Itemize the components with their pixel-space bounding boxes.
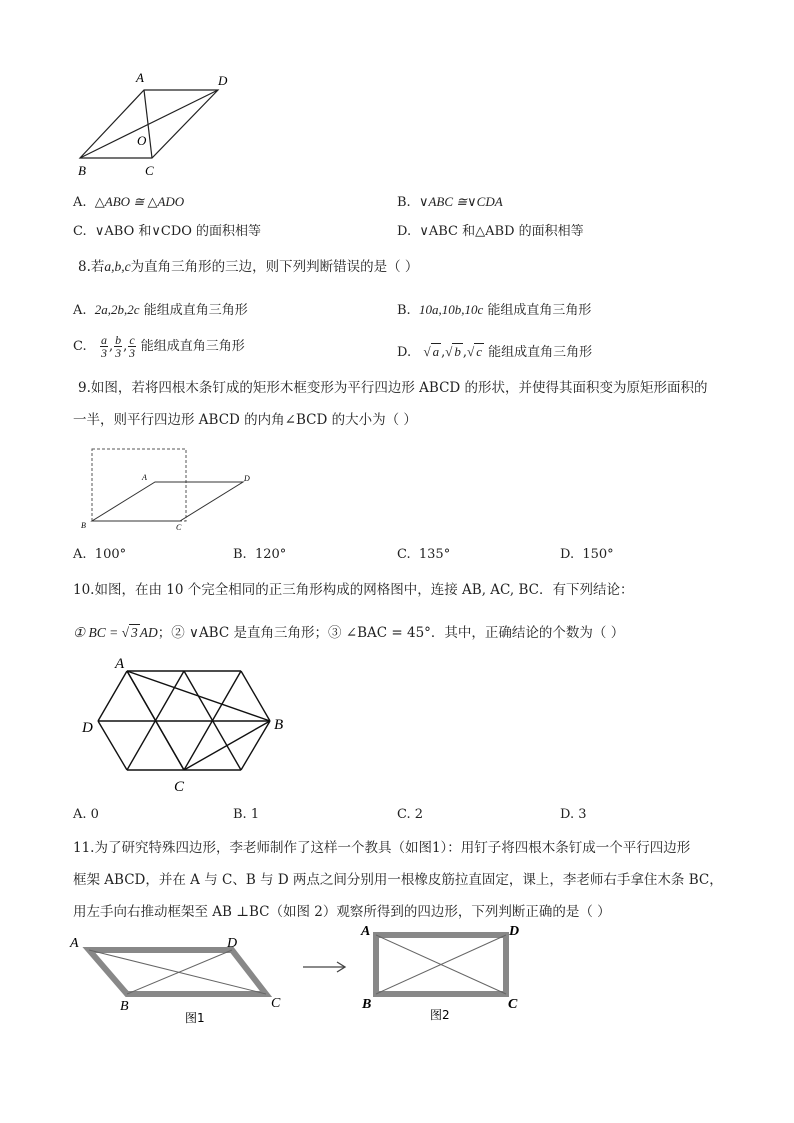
q10-hexagon-grid [78, 652, 298, 798]
fig1-label-c: C [271, 996, 281, 1011]
label-c: C [174, 779, 185, 795]
q10-option-c[interactable]: C. 2 [397, 807, 424, 822]
q8-stem: 8.若a,b,c为直角三角形的三边，则下列判断错误的是（ ） [78, 259, 419, 275]
q9-option-c[interactable]: C. 135° [397, 547, 451, 562]
q10-option-b[interactable]: B. 1 [233, 807, 260, 822]
parallelogram-figure [70, 65, 270, 185]
q11-figures [65, 922, 535, 1032]
q11-stem-line2: 框架 ABCD，并在 A 与 C、B 与 D 两点之间分别用一根橡皮筋拉直固定，课上，李老师右手拿住木条 BC， [73, 872, 723, 888]
label-b: B [274, 717, 284, 733]
q9-stem-line1: 9.如图，若将四根木条钉成的矩形木框变形为平行四边形 ABCD 的形状，并使得其面积变为原矩形面积的 [78, 380, 708, 396]
q9-option-b[interactable]: B. 120° [233, 547, 287, 562]
figure-1 [89, 950, 266, 994]
q9-option-a[interactable]: A. 100° [73, 547, 127, 562]
figure-2 [376, 935, 506, 994]
sqrt-c: √ c [467, 344, 482, 359]
q7-option-b[interactable]: B. ∨ABC ≅∨CDA [397, 194, 503, 210]
fraction-b-over-3: $\frac{b}{3}$ [115, 333, 122, 360]
q11-stem-line3: 用左手向右推动框架至 AB ⊥BC（如图 2）观察所得到的四边形，下列判断正确的是（ ） [73, 904, 611, 920]
right-arrow-icon [303, 962, 345, 972]
fig2-label-a: A [361, 924, 371, 939]
q10-option-a[interactable]: A. 0 [73, 807, 99, 822]
fig2-label-c: C [508, 997, 518, 1012]
sqrt-b: √ b [445, 344, 461, 359]
q10-option-d[interactable]: D. 3 [560, 807, 587, 822]
label-a: A [142, 473, 147, 482]
label-o: O [137, 133, 147, 148]
q10-stem-line1: 10.如图，在由 10 个完全相同的正三角形构成的网格图中，连接 AB, AC, BC．有下列结论： [73, 582, 634, 598]
q8-option-a[interactable]: A. 2a,2b,2c 能组成直角三角形 [73, 302, 248, 318]
q11-stem-line1: 11.为了研究特殊四边形，李老师制作了这样一个教具（如图1）：用钉子将四根木条钉成一个平行四边形 [73, 840, 691, 856]
sqrt-a: √ a [423, 344, 440, 359]
fig2-label-b: B [362, 997, 372, 1012]
q7-option-d[interactable]: D. ∨ABC 和△ABD 的面积相等 [397, 224, 584, 239]
figure-1-caption: 图1 [185, 1011, 205, 1025]
fig1-label-b: B [120, 999, 129, 1014]
fraction-c-over-3: $\frac{c}{3}$ [128, 333, 135, 360]
fig2-label-d: D [509, 924, 520, 939]
q9-figure [78, 440, 268, 540]
label-a: A [136, 70, 144, 85]
label-d: D [82, 720, 93, 736]
q9-option-d[interactable]: D. 150° [560, 547, 614, 562]
fig1-label-a: A [70, 936, 79, 951]
label-c: C [145, 163, 154, 178]
label-b: B [81, 521, 86, 530]
q8-option-d[interactable]: D. √ a ,√ b ,√ c 能组成直角三角形 [397, 344, 593, 360]
label-c: C [176, 523, 182, 532]
q7-option-a[interactable]: A. △ABO ≅ △ADO [73, 194, 185, 210]
fig1-label-d: D [227, 936, 238, 951]
label-a: A [115, 656, 125, 672]
q8-option-b[interactable]: B. 10a,10b,10c 能组成直角三角形 [397, 302, 592, 318]
q7-option-c[interactable]: C. ∨ABO 和∨CDO 的面积相等 [73, 224, 262, 239]
label-d: D [244, 474, 250, 483]
sqrt-3: √ 3 [121, 625, 138, 640]
fraction-a-over-3: $\frac{a}{3}$ [101, 333, 108, 360]
q8-option-c[interactable]: C. $\frac{a}{3}$ , $\frac{b}{3}$ , $\frac{c}{3}$ 能组成直角三角形 [73, 333, 245, 360]
label-b: B [78, 163, 86, 178]
q10-stem-line2: ① BC = √ 3 AD；② ∨ABC 是直角三角形；③ ∠BAC = 45°．其中，正确结论的个数为（ ） [73, 625, 625, 641]
label-d: D [218, 73, 228, 88]
q9-stem-line2: 一半，则平行四边形 ABCD 的内角∠BCD 的大小为（ ） [73, 412, 417, 428]
figure-2-caption: 图2 [430, 1008, 450, 1022]
